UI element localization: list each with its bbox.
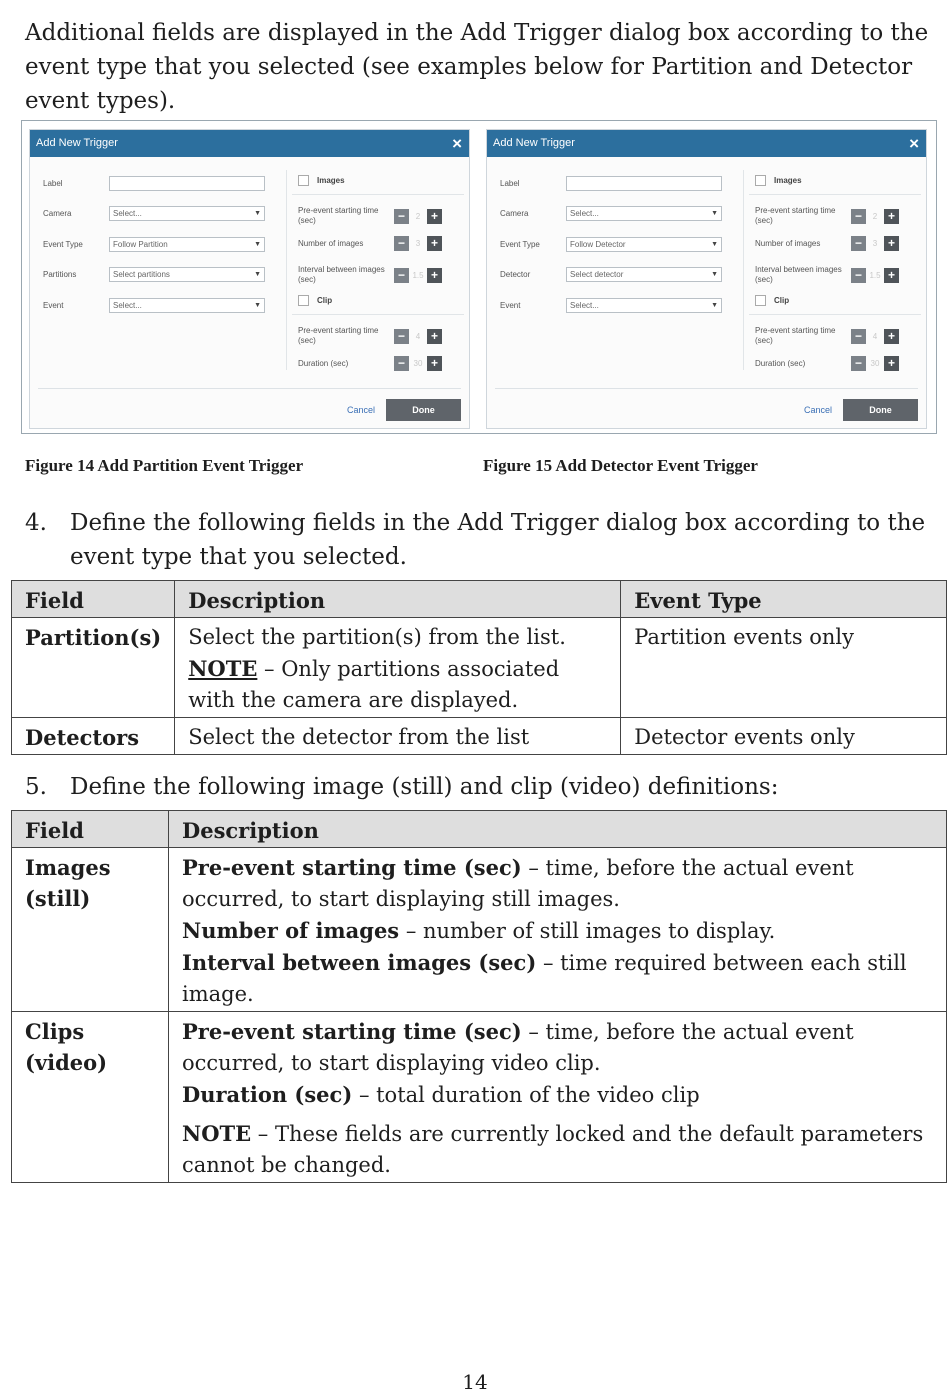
form-row: [500, 205, 722, 221]
figure-14-caption: Figure 14 Add Partition Event Trigger: [25, 456, 304, 475]
field-value: Follow Partition: [113, 239, 168, 249]
select-field[interactable]: [109, 298, 265, 313]
field-label: Partitions: [43, 269, 77, 279]
divider: [749, 194, 921, 195]
column-header: Event Type: [621, 581, 947, 618]
definition: – time, before the actual event occurred, to start displaying still images.: [182, 856, 854, 911]
chevron-down-icon: ▼: [254, 209, 261, 217]
divider: [495, 388, 918, 389]
stepper-label: Pre-event starting time (sec): [755, 206, 836, 225]
column-header: Description: [175, 581, 621, 618]
note-label: NOTE: [182, 1121, 252, 1146]
step-text: Define the following image (still) and clip (video) definitions:: [70, 774, 779, 800]
form-row: [500, 266, 722, 282]
clip-label: Clip: [317, 296, 333, 305]
stepper-value: 2: [415, 211, 421, 221]
term: Interval between images (sec): [182, 950, 537, 975]
stepper-label: Number of images: [755, 238, 821, 248]
note-text: – These fields are currently locked and the default parameters cannot be changed.: [182, 1122, 924, 1177]
clip-checkbox-row[interactable]: [755, 295, 789, 306]
number-stepper: [394, 236, 442, 251]
stepper-label: Number of images: [298, 238, 364, 248]
dialog-title: Add New Trigger: [36, 137, 118, 149]
form-row: [43, 236, 265, 252]
stepper-row: [298, 326, 442, 346]
number-stepper: [394, 329, 442, 344]
divider: [743, 170, 744, 370]
text-input[interactable]: [109, 176, 265, 191]
table-header-row: [12, 581, 947, 618]
form-row: [500, 175, 722, 191]
stepper-value: 30: [870, 359, 880, 368]
column-header: Field: [12, 811, 169, 848]
figure-15-caption: Figure 15 Add Detector Event Trigger: [483, 456, 758, 475]
divider: [292, 314, 464, 315]
table-row: [12, 718, 947, 755]
event-type-cell: Partition events only: [621, 618, 947, 718]
definition: – time, before the actual event occurred, to start displaying video clip.: [182, 1020, 854, 1075]
field-value: Select...: [113, 208, 142, 218]
stepper-label: Pre-event starting time (sec): [298, 206, 379, 225]
stepper-label: Duration (sec): [755, 358, 806, 368]
stepper-value: 4: [872, 331, 878, 341]
increment-button[interactable]: +: [427, 356, 442, 371]
step-number: 4.: [25, 510, 47, 536]
decrement-button[interactable]: −: [851, 209, 866, 224]
field-label: Event: [43, 300, 64, 310]
field-label: Detector: [500, 269, 531, 279]
text-input[interactable]: [566, 176, 722, 191]
field-label: Event Type: [500, 239, 540, 249]
column-header: Field: [12, 581, 175, 618]
stepper-row: [755, 356, 899, 371]
clip-checkbox[interactable]: [298, 295, 309, 306]
increment-button[interactable]: +: [884, 209, 899, 224]
table-row: [12, 618, 947, 718]
column-header: Description: [169, 811, 947, 848]
chevron-down-icon: ▼: [254, 240, 261, 248]
stepper-value: 4: [415, 331, 421, 341]
chevron-down-icon: ▼: [254, 301, 261, 309]
number-stepper: [851, 329, 899, 344]
field-value: Select partitions: [113, 269, 170, 279]
chevron-down-icon: ▼: [711, 240, 718, 248]
description-cell: [175, 618, 621, 718]
stepper-label: Interval between images (sec): [755, 265, 842, 284]
divider: [292, 194, 464, 195]
stepper-row: [298, 206, 442, 226]
field-value: Select...: [570, 300, 599, 310]
increment-button[interactable]: +: [427, 268, 442, 283]
select-field[interactable]: [566, 298, 722, 313]
field-value: Select...: [570, 208, 599, 218]
number-stepper: [851, 356, 899, 371]
form-row: [43, 297, 265, 313]
stepper-row: [298, 265, 442, 285]
images-label: Images: [317, 176, 345, 185]
image-clip-definitions-table: [11, 810, 947, 1183]
decrement-button[interactable]: −: [851, 356, 866, 371]
stepper-row: [755, 206, 899, 226]
increment-button[interactable]: +: [884, 356, 899, 371]
decrement-button[interactable]: −: [394, 209, 409, 224]
event-fields-table: [11, 580, 947, 755]
note-text: – Only partitions associated with the camera are displayed.: [188, 657, 560, 712]
divider: [38, 388, 461, 389]
done-button[interactable]: Done: [386, 399, 461, 421]
step-number: 5.: [25, 774, 47, 800]
stepper-row: [298, 236, 442, 251]
decrement-button[interactable]: −: [394, 268, 409, 283]
increment-button[interactable]: +: [884, 236, 899, 251]
divider: [749, 314, 921, 315]
field-label: Label: [43, 178, 63, 188]
select-field[interactable]: [109, 206, 265, 221]
form-row: [500, 236, 722, 252]
field-cell: [12, 1012, 169, 1183]
stepper-value: 3: [415, 239, 421, 248]
field-label: Camera: [43, 208, 72, 218]
field-value: Select detector: [570, 269, 624, 279]
number-stepper: [851, 209, 899, 224]
field-cell: [12, 848, 169, 1012]
number-stepper: [851, 268, 899, 283]
dialog-title-bar: [30, 130, 469, 157]
decrement-button[interactable]: −: [851, 329, 866, 344]
table-row: [12, 1012, 947, 1183]
increment-button[interactable]: +: [427, 329, 442, 344]
term: Pre-event starting time (sec): [182, 1019, 522, 1044]
description-text: Select the partition(s) from the list.: [188, 625, 566, 649]
clip-label: Clip: [774, 296, 790, 305]
stepper-row: [755, 265, 899, 285]
definition: – number of still images to display.: [399, 919, 776, 943]
description-cell: Select the detector from the list: [175, 718, 621, 755]
dialog-title-bar: [487, 130, 926, 157]
number-stepper: [394, 209, 442, 224]
cancel-button[interactable]: Cancel: [803, 405, 832, 415]
chevron-down-icon: ▼: [711, 270, 718, 278]
close-icon[interactable]: ×: [909, 134, 919, 153]
stepper-row: [755, 236, 899, 251]
stepper-value: 2: [872, 211, 878, 221]
clip-checkbox-row[interactable]: [298, 295, 332, 306]
stepper-label: Interval between images (sec): [298, 265, 385, 284]
description-cell: [169, 1012, 947, 1183]
decrement-button[interactable]: −: [394, 329, 409, 344]
divider: [286, 170, 287, 370]
increment-button[interactable]: +: [884, 268, 899, 283]
term: Duration (sec): [182, 1082, 353, 1107]
add-detector-trigger-dialog: [486, 129, 927, 429]
chevron-down-icon: ▼: [711, 209, 718, 217]
definition: – total duration of the video clip: [352, 1083, 700, 1107]
select-field[interactable]: [566, 267, 722, 282]
table-row: [12, 848, 947, 1012]
number-stepper: [851, 236, 899, 251]
clip-checkbox[interactable]: [755, 295, 766, 306]
term: Pre-event starting time (sec): [182, 855, 522, 880]
step-text: Define the following fields in the Add Trigger dialog box according to the event type that you selected.: [70, 510, 926, 570]
stepper-row: [298, 356, 442, 371]
close-icon[interactable]: ×: [452, 134, 462, 153]
form-row: [43, 266, 265, 282]
stepper-value: 1.5: [869, 270, 881, 280]
field-value: Follow Detector: [570, 239, 626, 249]
field-subtitle: (still): [25, 886, 91, 911]
page-number: 14: [462, 1370, 488, 1394]
event-type-cell: Detector events only: [621, 718, 947, 755]
step-4: [25, 506, 940, 574]
images-checkbox[interactable]: [755, 175, 766, 186]
chevron-down-icon: ▼: [254, 270, 261, 278]
field-value: Select...: [113, 300, 142, 310]
increment-button[interactable]: +: [427, 236, 442, 251]
stepper-label: Pre-event starting time (sec): [298, 326, 379, 345]
add-partition-trigger-dialog: [29, 129, 470, 429]
field-name: Images: [25, 855, 111, 880]
dialog-screenshots: [21, 120, 937, 434]
field-label: Camera: [500, 208, 529, 218]
increment-button[interactable]: +: [884, 329, 899, 344]
form-row: [500, 297, 722, 313]
field-cell: Detectors: [12, 718, 175, 755]
decrement-button[interactable]: −: [394, 236, 409, 251]
field-label: Label: [500, 178, 520, 188]
decrement-button[interactable]: −: [851, 268, 866, 283]
select-field[interactable]: [109, 267, 265, 282]
form-row: [43, 175, 265, 191]
chevron-down-icon: ▼: [711, 301, 718, 309]
table-header-row: [12, 811, 947, 848]
stepper-value: 30: [413, 359, 423, 368]
intro-paragraph: Additional fields are displayed in the Add Trigger dialog box according to the event type that you selected (see examples below for Partition and Detector event types).: [25, 20, 929, 114]
field-label: Event Type: [43, 239, 83, 249]
stepper-value: 3: [872, 239, 878, 248]
field-subtitle: (video): [25, 1050, 108, 1075]
step-5: [25, 770, 940, 804]
form-row: [43, 205, 265, 221]
number-stepper: [394, 268, 442, 283]
increment-button[interactable]: +: [427, 209, 442, 224]
term: Number of images: [182, 918, 400, 943]
images-checkbox-row[interactable]: [755, 175, 802, 186]
select-field[interactable]: [109, 237, 265, 252]
decrement-button[interactable]: −: [394, 356, 409, 371]
stepper-value: 1.5: [412, 270, 424, 280]
cancel-button[interactable]: Cancel: [346, 405, 375, 415]
images-checkbox[interactable]: [298, 175, 309, 186]
stepper-label: Pre-event starting time (sec): [755, 326, 836, 345]
images-checkbox-row[interactable]: [298, 175, 345, 186]
field-label: Event: [500, 300, 521, 310]
select-field[interactable]: [566, 237, 722, 252]
note: [182, 1118, 933, 1181]
decrement-button[interactable]: −: [851, 236, 866, 251]
dialog-title: Add New Trigger: [493, 137, 575, 149]
field-name: Clips: [25, 1019, 85, 1044]
stepper-row: [755, 326, 899, 346]
images-label: Images: [774, 176, 802, 185]
description-cell: [169, 848, 947, 1012]
field-cell: Partition(s): [12, 618, 175, 718]
select-field[interactable]: [566, 206, 722, 221]
number-stepper: [394, 356, 442, 371]
done-button[interactable]: Done: [843, 399, 918, 421]
note-label: NOTE: [188, 656, 258, 681]
stepper-label: Duration (sec): [298, 358, 349, 368]
definition: – time required between each still image.: [182, 951, 907, 1006]
